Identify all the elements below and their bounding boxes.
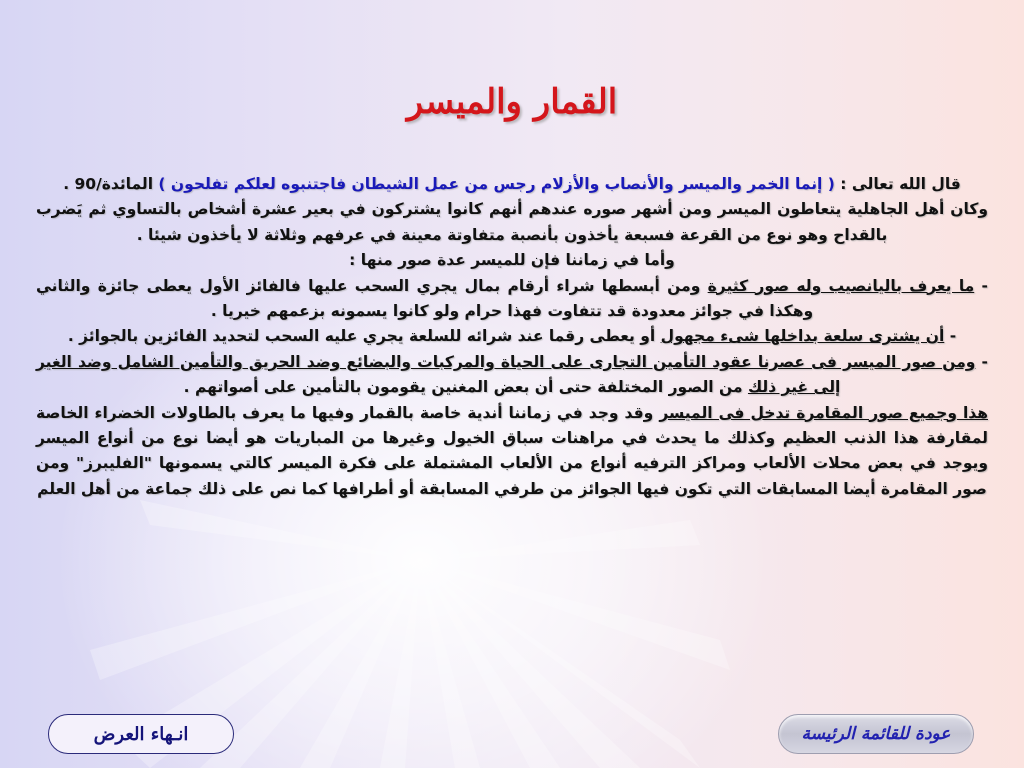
history-paragraph: وكان أهل الجاهلية يتعاطون الميسر ومن أشهر صوره عندهم أنهم كانوا يشتركون في بعير عشرة أشخاص بالتساوي ثم يَضرب بالقداح وهو نوع من القرعة فسبعة يأخذون بأنصبة متفاوتة معينة في عرفهم وثلاثة لا يأخذون شيئا .: [36, 200, 988, 244]
item-dash: -: [944, 327, 957, 346]
verse-citation: المائدة/90 .: [63, 175, 159, 193]
item-insurance-highlight: ومن صور الميسر فى عصرنا عقود التأمين التجارى على الحياة والمركبات والبضائع وضد الحريق والتأمين الشامل وضد الغير إلى غير ذلك: [36, 352, 976, 397]
closing-highlight: هذا وجميع صور المقامرة تدخل فى الميسر: [659, 403, 988, 422]
modern-intro: وأما في زماننا فإن للميسر عدة صور منها :: [349, 251, 675, 270]
end-show-label: انـهاء العرض: [93, 723, 189, 745]
back-to-main-menu-label: عودة للقائمة الرئيسة: [801, 724, 951, 744]
slide-title: القمار والميسر: [406, 82, 618, 122]
verse-open-paren: (: [822, 175, 835, 193]
item-mystery-goods-text: أو يعطى رقما عند شرائه للسلعة يجري عليه السحب لتحديد الفائزين بالجوائز .: [67, 327, 661, 346]
item-lottery-highlight: ما يعرف باليانصيب وله صور كثيرة: [707, 276, 975, 295]
verse-close-paren: ): [158, 175, 171, 193]
intro-paragraph: [36, 172, 988, 197]
item-dash: -: [974, 276, 988, 295]
item-dash: -: [975, 352, 988, 371]
quran-verse: إنما الخمر والميسر والأنصاب والأزلام رجس من عمل الشيطان فاجتنبوه لعلكم تفلحون: [170, 175, 823, 193]
item-mystery-goods-highlight: أن يشترى سلعة بداخلها شىء مجهول: [660, 327, 945, 346]
closing-paragraph: [36, 401, 988, 503]
item-lottery: [36, 274, 988, 325]
back-to-main-menu-button[interactable]: [778, 714, 974, 754]
slide-body: [36, 172, 988, 502]
item-insurance-text: من الصور المختلفة حتى أن بعض المغنين يقومون بالتأمين على أصواتهم .: [183, 378, 748, 397]
item-insurance: [36, 350, 988, 401]
end-show-button[interactable]: [48, 714, 234, 754]
item-mystery-goods: [36, 324, 988, 349]
intro-prefix: قال الله تعالى :: [834, 175, 961, 193]
item-lottery-text: ومن أبسطها شراء أرقام بمال يجري السحب عليها فالفائز الأول يعطى جائزة والثاني وهكذا في جوائز معدودة قد تتفاوت فهذا حرام ولو كانوا يسمونه بزعمهم خيريا .: [36, 276, 814, 321]
closing-text: وقد وجد في زماننا أندية خاصة بالقمار وفيها ما يعرف بالطاولات الخضراء الخاصة لمقارفة هذا الذنب العظيم وكذلك ما يحدث في مراهنات سباق الخيول وغيرها من المباريات هو أيضا نوع من أنواع الميسر ويوجد في بعض محلات الألعاب ومراكز الترفيه أنواع من الألعاب المشتملة على فكرة الميسر كالتي يسمونها "الفليبرز" ومن صور المقامرة أيضا المسابقات التي تكون فيها الجوائز من طرفي المسابقة أو أطرافها كما نص على ذلك جماعة من أهل العلم: [36, 403, 988, 498]
